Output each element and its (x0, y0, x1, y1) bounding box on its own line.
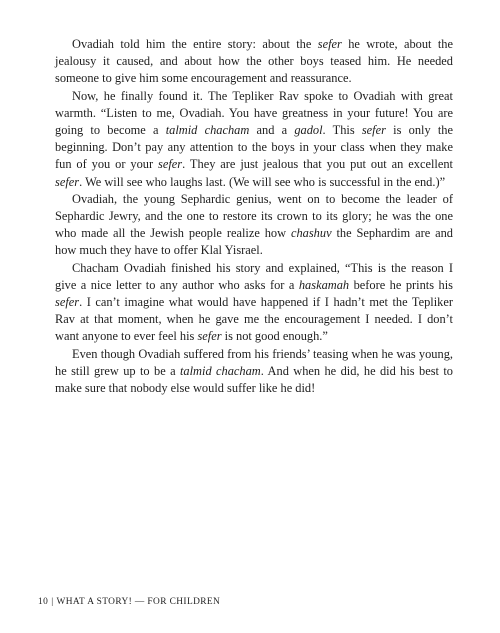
text-run: Now, he finally found it. The Tepliker Rav spoke to Ovadiah with great warmth. “Listen to me, Ovadiah. You have greatness in your future! You are going to become a (55, 88, 453, 138)
italic-term: sefer (55, 174, 80, 189)
text-run: is not good enough.” (221, 329, 328, 344)
text-run: is only the beginning. Don’t pay any attention to the boys in your class when they make fun of you or your (55, 123, 453, 172)
footer-separator: | (51, 597, 54, 607)
text-run: . They are just jealous that you put out an excellent (182, 157, 453, 172)
text-run: Chacham Ovadiah finished his story and explained, “This is the reason I give a nice letter to any author who asks for a (55, 260, 453, 292)
italic-term: talmid chacham (165, 123, 250, 138)
text-run: . This (322, 123, 362, 138)
text-run: the Sephardim are and how much they have to offer Klal Yisrael. (55, 226, 453, 258)
text-run: Ovadiah told him the entire story: about the (72, 37, 318, 51)
text-run: and a (249, 123, 295, 138)
text-run: before he prints his (349, 277, 453, 292)
page-number: 10 (38, 597, 49, 607)
paragraph-5 (55, 346, 453, 398)
italic-term: sefer (158, 157, 183, 172)
text-run: . I can’t imagine what would have happened if I hadn’t met the Tepliker Rav at that moment, when he gave me the encouragement I needed. I don’t want anyone to ever feel his (55, 295, 453, 344)
italic-term: chashuv (290, 226, 332, 241)
paragraph-2 (55, 88, 453, 191)
italic-term: sefer (317, 37, 342, 51)
text-run: he wrote, about the jealousy it caused, and about how the other boys teased him. He needed someone to give him some encouragement and reassurance. (55, 37, 454, 86)
italic-term: talmid chacham (179, 363, 261, 378)
paragraph-3 (55, 191, 453, 260)
page-footer (38, 597, 220, 607)
text-run: Ovadiah, the young Sephardic genius, went on to become the leader of Sephardic Jewry, and the one to restore its crown to its glory; he was the one who made all the Jewish people realize how (55, 191, 453, 241)
text-run: . And when he did, he did his best to make sure that nobody else would suffer like he did! (55, 363, 453, 396)
italic-term: sefer (197, 329, 222, 344)
text-run: Even though Ovadiah suffered from his friends’ teasing when he was young, he still grew up to be a (55, 346, 453, 378)
italic-term: sefer (361, 123, 386, 138)
body-text (55, 36, 453, 397)
italic-term: haskamah (298, 277, 350, 292)
italic-term: sefer (55, 295, 80, 310)
paragraph-4 (55, 260, 453, 346)
paragraph-1 (55, 36, 453, 88)
text-run: . We will see who laughs last. (We will see who is successful in the end.)” (79, 174, 446, 189)
running-title: WHAT A STORY! — FOR CHILDREN (56, 597, 221, 607)
italic-term: gadol (294, 123, 323, 138)
